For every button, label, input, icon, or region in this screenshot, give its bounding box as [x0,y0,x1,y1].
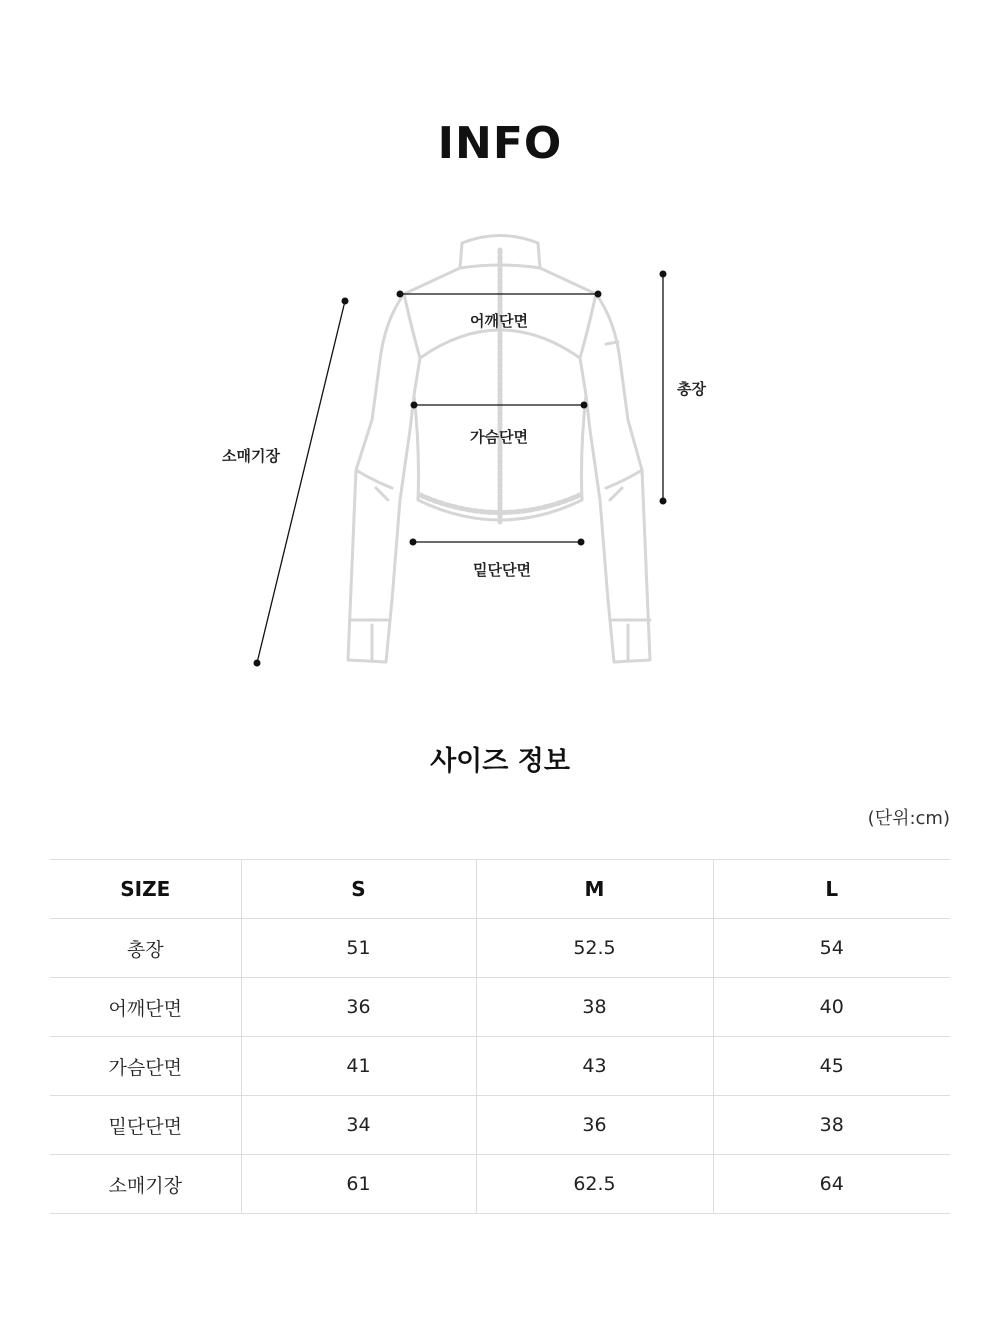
row-label: 가슴단면 [50,1037,241,1096]
table-cell: 36 [476,1096,713,1155]
row-label: 어깨단면 [50,978,241,1037]
table-cell: 38 [476,978,713,1037]
header-m: M [476,860,713,919]
unit-note: (단위:cm) [867,808,950,829]
size-info-title: 사이즈 정보 [430,746,570,777]
table-cell: 62.5 [476,1155,713,1214]
table-header-row [50,860,950,919]
page-title: INFO [437,118,563,169]
table-cell: 51 [241,919,476,978]
header-s: S [241,860,476,919]
table-row [50,1037,950,1096]
row-label: 총장 [50,919,241,978]
chest-label: 가슴단면 [470,428,528,446]
row-label: 소매기장 [50,1155,241,1214]
shoulder-label: 어깨단면 [470,312,528,330]
length-label: 총장 [677,380,706,398]
table-cell: 41 [241,1037,476,1096]
jacket-illustration [0,200,1000,700]
table-cell: 54 [713,919,950,978]
sleeve-label: 소매기장 [222,447,280,465]
table-cell: 45 [713,1037,950,1096]
garment-diagram [0,200,1000,700]
hem-label: 밑단단면 [473,561,531,579]
table-cell: 36 [241,978,476,1037]
table-row [50,1096,950,1155]
table-cell: 64 [713,1155,950,1214]
header-size: SIZE [50,860,241,919]
table-cell: 40 [713,978,950,1037]
table-cell: 34 [241,1096,476,1155]
header-l: L [713,860,950,919]
table-row [50,1155,950,1214]
table-row [50,919,950,978]
table-cell: 61 [241,1155,476,1214]
table-cell: 43 [476,1037,713,1096]
table-cell: 38 [713,1096,950,1155]
table-cell: 52.5 [476,919,713,978]
size-table [50,859,950,1214]
table-row [50,978,950,1037]
row-label: 밑단단면 [50,1096,241,1155]
